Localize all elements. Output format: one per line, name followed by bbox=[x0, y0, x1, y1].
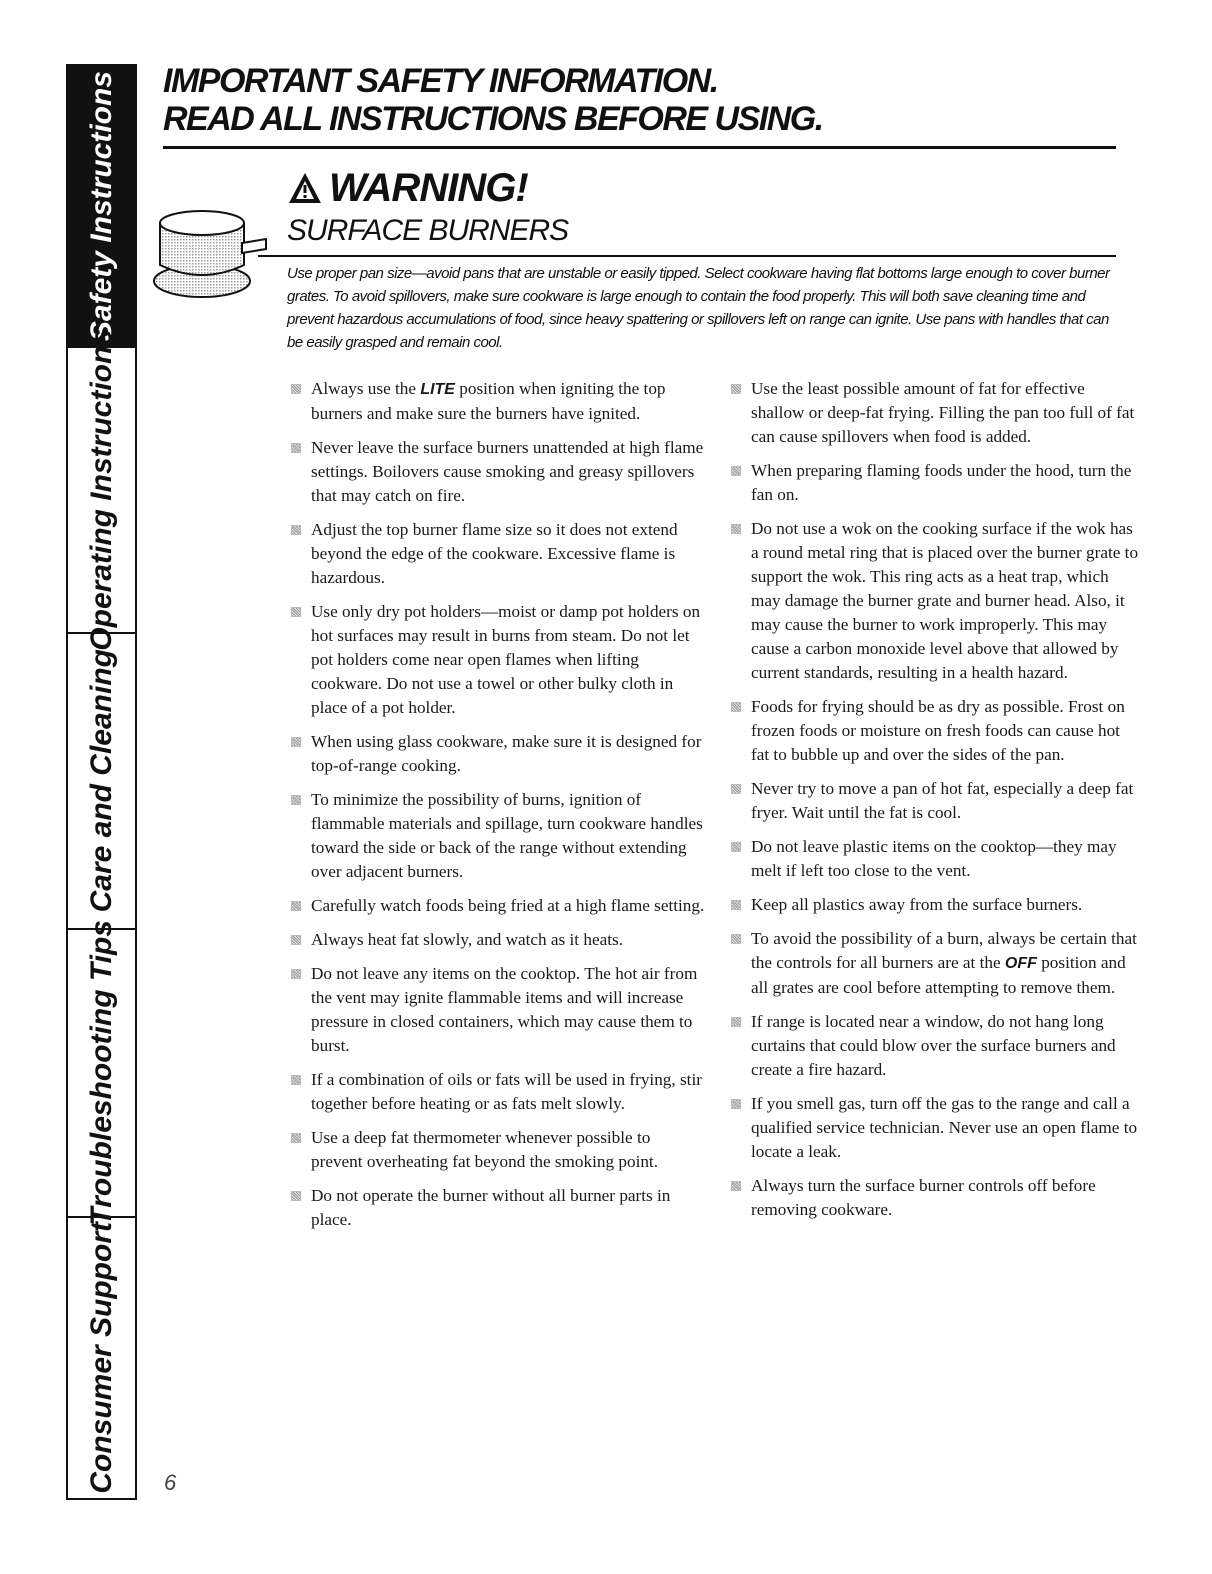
bullet-text: Use only dry pot holders—moist or damp pot holders on hot surfaces may result in burns from steam. Do not let pot holders come near open flames when lifting cookware. Do not use a towel or other bulky cloth in place of a pot holder. bbox=[311, 602, 701, 717]
safety-bullet-item bbox=[727, 1092, 1139, 1164]
pot-on-burner-icon bbox=[150, 203, 270, 303]
bullet-text: Use a deep fat thermometer whenever possible to prevent overheating fat beyond the smoking point. bbox=[311, 1128, 659, 1171]
bullet-icon bbox=[731, 842, 741, 852]
safety-bullet-item bbox=[287, 1126, 705, 1174]
safety-bullet-item bbox=[287, 518, 705, 590]
safety-bullet-item bbox=[287, 894, 705, 918]
safety-bullet-item bbox=[727, 835, 1139, 883]
bullet-icon bbox=[731, 934, 741, 944]
right-bullet-list bbox=[727, 377, 1139, 1222]
left-bullet-list bbox=[287, 377, 705, 1232]
tab-label: Care and Cleaning bbox=[84, 649, 118, 913]
safety-bullet-item bbox=[727, 1010, 1139, 1082]
control-position-keyword: LITE bbox=[420, 381, 455, 398]
section-tabs bbox=[66, 64, 137, 1500]
bullet-icon bbox=[291, 607, 301, 617]
warning-title bbox=[287, 165, 528, 211]
safety-bullet-item bbox=[287, 730, 705, 778]
bullet-icon bbox=[731, 900, 741, 910]
warning-triangle-icon bbox=[287, 171, 323, 205]
bullet-text: When preparing flaming foods under the hood, turn the fan on. bbox=[751, 461, 1132, 504]
bullet-text: Use the least possible amount of fat for effective shallow or deep-fat frying. Filling the pan too full of fat can cause spillovers when food is added. bbox=[751, 379, 1135, 446]
header-line-1: IMPORTANT SAFETY INFORMATION. bbox=[163, 62, 718, 100]
bullet-text: Do not leave any items on the cooktop. The hot air from the vent may ignite flammable items and will increase pressure in closed containers, which may cause them to burst. bbox=[311, 964, 698, 1055]
tab-care-and-cleaning[interactable] bbox=[68, 634, 135, 930]
tab-label: Operating Instructions bbox=[84, 329, 118, 651]
bullet-icon bbox=[731, 524, 741, 534]
header-rule bbox=[163, 146, 1116, 149]
bullet-text: Do not operate the burner without all burner parts in place. bbox=[311, 1186, 671, 1229]
safety-bullet-item bbox=[287, 377, 705, 426]
safety-bullet-item bbox=[727, 459, 1139, 507]
safety-bullet-item bbox=[727, 1174, 1139, 1222]
tab-consumer-support[interactable] bbox=[68, 1218, 135, 1498]
safety-bullet-item bbox=[287, 436, 705, 508]
bullet-icon bbox=[291, 1191, 301, 1201]
bullet-icon bbox=[731, 1181, 741, 1191]
tab-troubleshooting-tips[interactable] bbox=[68, 920, 135, 1226]
tab-label: Safety Instructions bbox=[84, 70, 118, 342]
bullet-text: Never try to move a pan of hot fat, especially a deep fat fryer. Wait until the fat is cool. bbox=[751, 779, 1134, 822]
bullet-text: Never leave the surface burners unattended at high flame settings. Boilovers cause smoking and greasy spillovers that may catch on fire. bbox=[311, 438, 704, 505]
bullet-icon bbox=[731, 1099, 741, 1109]
bullet-icon bbox=[291, 901, 301, 911]
bullet-icon bbox=[731, 466, 741, 476]
bullet-text: To avoid the possibility of a burn, always be certain that the controls for all burners are at the bbox=[751, 929, 1137, 972]
safety-bullet-item bbox=[287, 788, 705, 884]
bullet-text: To minimize the possibility of burns, ignition of flammable materials and spillage, turn cookware handles toward the side or back of the range without extending over adjacent burners. bbox=[311, 790, 703, 881]
tab-safety-instructions[interactable] bbox=[68, 66, 135, 348]
surface-burners-subheading: SURFACE BURNERS bbox=[287, 214, 569, 247]
bullet-text: position when igniting the top burners and make sure the burners have ignited. bbox=[311, 379, 666, 423]
bullet-text: Adjust the top burner flame size so it does not extend beyond the edge of the cookware. Excessive flame is hazardous. bbox=[311, 520, 678, 587]
tab-label: Troubleshooting Tips bbox=[84, 920, 118, 1226]
page-number: 6 bbox=[164, 1470, 177, 1495]
bullet-icon bbox=[291, 1133, 301, 1143]
bullet-icon bbox=[731, 784, 741, 794]
bullet-icon bbox=[731, 384, 741, 394]
bullet-text: Always use the bbox=[311, 379, 421, 398]
tab-label: Consumer Support bbox=[84, 1222, 118, 1494]
safety-bullet-item bbox=[727, 893, 1139, 917]
safety-bullet-item bbox=[727, 927, 1139, 1000]
bullet-text: Do not use a wok on the cooking surface if the wok has a round metal ring that is placed over the burner grate to support the wok. This ring acts as a heat trap, which may damage the burner grate and burner head. Also, it may cause the burner to work improperly. This may cause a carbon monoxide level above that allowed by current standards, resulting in a health hazard. bbox=[751, 519, 1139, 682]
bullet-text: If range is located near a window, do not hang long curtains that could blow over the surface burners and create a fire hazard. bbox=[751, 1012, 1116, 1079]
warning-title-text: WARNING! bbox=[329, 166, 528, 210]
safety-bullet-item bbox=[287, 1184, 705, 1232]
safety-bullet-item bbox=[287, 600, 705, 720]
bullet-text: Always heat fat slowly, and watch as it heats. bbox=[311, 930, 623, 949]
bullet-icon bbox=[731, 702, 741, 712]
bullet-text: If you smell gas, turn off the gas to the range and call a qualified service technician. Never use an open flame to locate a leak. bbox=[751, 1094, 1138, 1161]
safety-bullet-item bbox=[287, 1068, 705, 1116]
bullet-icon bbox=[291, 1075, 301, 1085]
header-line-2: READ ALL INSTRUCTIONS BEFORE USING. bbox=[163, 100, 823, 138]
safety-bullet-item bbox=[727, 777, 1139, 825]
bullet-icon bbox=[291, 525, 301, 535]
safety-bullet-item bbox=[287, 962, 705, 1058]
tab-operating-instructions[interactable] bbox=[68, 329, 135, 651]
bullet-text: If a combination of oils or fats will be used in frying, stir together before heating or as fats melt slowly. bbox=[311, 1070, 702, 1113]
bullet-text: Always turn the surface burner controls off before removing cookware. bbox=[751, 1176, 1096, 1219]
safety-bullet-item bbox=[727, 377, 1139, 449]
bullet-text: Carefully watch foods being fried at a high flame setting. bbox=[311, 896, 705, 915]
bullet-icon bbox=[291, 737, 301, 747]
safety-bullet-item bbox=[727, 695, 1139, 767]
safety-bullet-item bbox=[287, 928, 705, 952]
bullet-icon bbox=[291, 443, 301, 453]
bullet-icon bbox=[291, 969, 301, 979]
bullet-text: Do not leave plastic items on the cooktop—they may melt if left too close to the vent. bbox=[751, 837, 1117, 880]
bullet-text: Foods for frying should be as dry as possible. Frost on frozen foods or moisture on fresh foods can cause hot fat to bubble up and over the sides of the pan. bbox=[751, 697, 1125, 764]
bullet-text: When using glass cookware, make sure it is designed for top-of-range cooking. bbox=[311, 732, 702, 775]
bullet-icon bbox=[291, 795, 301, 805]
page-header bbox=[163, 62, 1123, 138]
bullet-text: Keep all plastics away from the surface burners. bbox=[751, 895, 1083, 914]
bullet-text: position and all grates are cool before attempting to remove them. bbox=[751, 953, 1126, 997]
bullet-icon bbox=[291, 384, 301, 394]
subheading-rule bbox=[258, 255, 1116, 257]
bullet-icon bbox=[291, 935, 301, 945]
safety-bullet-item bbox=[727, 517, 1139, 685]
warning-intro: Use proper pan size—avoid pans that are unstable or easily tipped. Select cookware having flat bottoms large enough to cover burner grates. To avoid spillovers, make sure cookware is large enough to contain the food properly. This will both save cleaning time and prevent hazardous accumulations of food, since heavy spattering or spillovers left on range can ignite. Use pans with handles that can be easily grasped and remain cool. bbox=[287, 265, 1110, 351]
bullet-icon bbox=[731, 1017, 741, 1027]
control-position-keyword: OFF bbox=[1004, 955, 1037, 972]
